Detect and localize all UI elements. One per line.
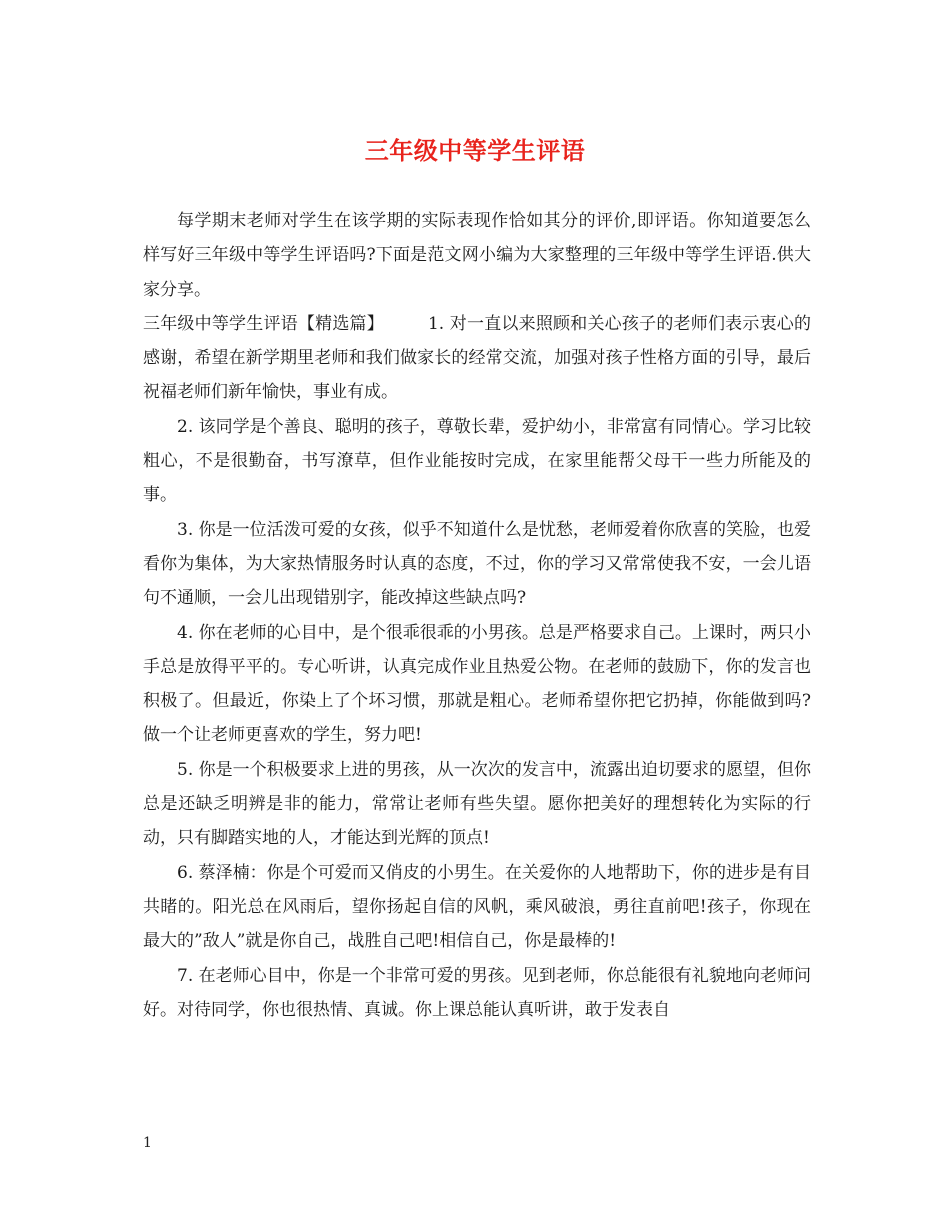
intro-paragraph: 每学期末老师对学生在该学期的实际表现作恰如其分的评价,即评语。你知道要怎么样写好三年级中等学生评语吗?下面是范文网小编为大家整理的三年级中等学生评语.供大家分享。 (143, 211, 811, 300)
item-5: 5. 你是一个积极要求上进的男孩，从一次次的发言中，流露出迫切要求的愿望，但你总是还缺乏明辨是非的能力，常常让老师有些失望。愿你把美好的理想转化为实际的行动，只有脚踏实地的人，才能达到光辉的顶点! (143, 759, 811, 849)
document-title: 三年级中等学生评语 (364, 136, 586, 165)
section-heading: 三年级中等学生评语【精选篇】 (143, 313, 384, 334)
section-paragraph (143, 307, 811, 410)
item-6: 6. 蔡泽楠：你是个可爱而又俏皮的小男生。在关爱你的人地帮助下，你的进步是有目共睹的。阳光总在风雨后，望你扬起自信的风帆，乘风破浪，勇往直前吧!孩子，你现在最大的”敌人”就是你自己，战胜自己吧!相信自己，你是最棒的! (143, 862, 811, 952)
item-7: 7. 在老师心目中，你是一个非常可爱的男孩。见到老师，你总能很有礼貌地向老师问好。对待同学，你也很热情、真诚。你上课总能认真听讲，敢于发表自 (143, 965, 811, 1020)
item-3: 3. 你是一位活泼可爱的女孩，似乎不知道什么是忧愁，老师爱着你欣喜的笑脸，也爱看你为集体，为大家热情服务时认真的态度，不过，你的学习又常常使我不安，一会儿语句不通顺，一会儿出现错别字，能改掉这些缺点吗? (143, 519, 811, 609)
item-2: 2. 该同学是个善良、聪明的孩子，尊敬长辈，爱护幼小，非常富有同情心。学习比较粗心，不是很勤奋，书写潦草，但作业能按时完成，在家里能帮父母干一些力所能及的事。 (143, 416, 811, 506)
page-number: 1 (143, 1135, 152, 1151)
item-4: 4. 你在老师的心目中，是个很乖很乖的小男孩。总是严格要求自己。上课时，两只小手总是放得平平的。专心听讲，认真完成作业且热爱公物。在老师的鼓励下，你的发言也积极了。但最近，你染上了个坏习惯，那就是粗心。老师希望你把它扔掉，你能做到吗?做一个让老师更喜欢的学生，努力吧! (143, 622, 811, 746)
document-body (143, 204, 811, 1027)
item-1: 1. 对一直以来照顾和关心孩子的老师们表示衷心的感谢，希望在新学期里老师和我们做家长的经常交流，加强对孩子性格方面的引导，最后祝福老师们新年愉快，事业有成。 (143, 313, 812, 403)
